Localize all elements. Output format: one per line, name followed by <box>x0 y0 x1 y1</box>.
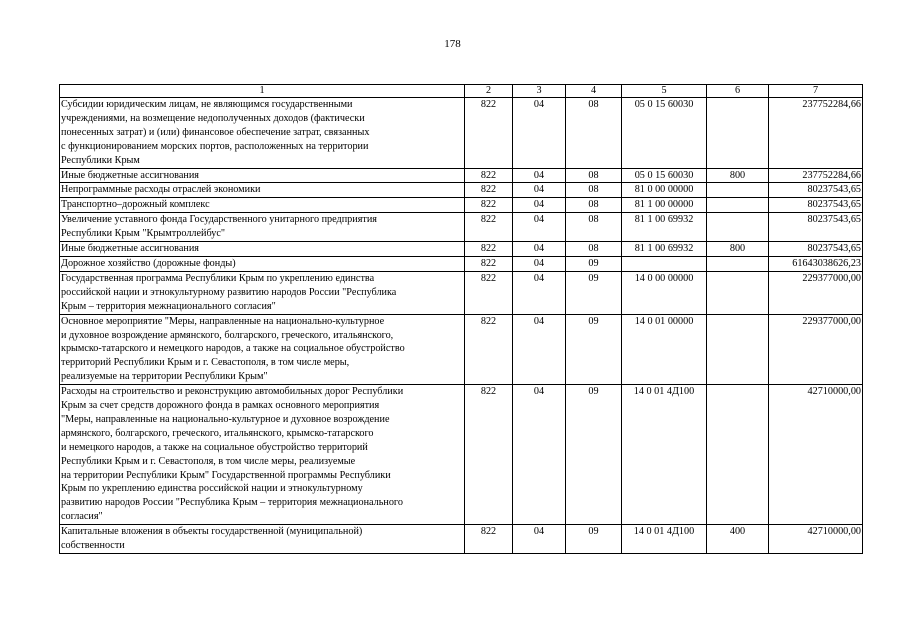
row-name <box>60 314 465 385</box>
row-name-line: Непрограммные расходы отраслей экономики <box>61 184 261 196</box>
table-body <box>60 98 863 554</box>
cell-amount: 80237543,65 <box>769 213 863 242</box>
row-name-line: Крым за счет средств дорожного фонда в рамках основного мероприятия <box>61 400 380 412</box>
row-name-line: крымско-татарского и немецкого народов, а также на социальное обустройство <box>61 343 405 355</box>
cell-target-article: 81 1 00 69932 <box>622 213 707 242</box>
table-row <box>60 168 863 183</box>
cell-amount: 80237543,65 <box>769 183 863 198</box>
cell-expense-type <box>707 271 769 314</box>
row-name-line: Основное мероприятие "Меры, направленные на национально-культурное <box>61 315 385 327</box>
row-name-line: Крым по укреплению единства российской нации и этнокультурному <box>61 483 363 495</box>
row-name-line: Государственная программа Республики Крым по укреплению единства <box>61 272 375 284</box>
row-name-line: и духовное возрождение армянского, болгарского, греческого, итальянского, <box>61 329 394 341</box>
row-name-line: и немецкого народов, а также на социальное обустройство территорий <box>61 441 368 453</box>
cell-subsection: 08 <box>566 98 622 169</box>
cell-target-article: 14 0 01 4Д100 <box>622 525 707 554</box>
cell-grbs: 822 <box>465 98 513 169</box>
cell-expense-type <box>707 256 769 271</box>
cell-subsection: 09 <box>566 256 622 271</box>
table-row <box>60 198 863 213</box>
row-name-line: Республики Крым <box>61 154 140 166</box>
cell-subsection: 08 <box>566 213 622 242</box>
cell-target-article: 81 1 00 00000 <box>622 198 707 213</box>
cell-subsection: 08 <box>566 168 622 183</box>
row-name-line: Увеличение уставного фонда Государственного унитарного предприятия <box>61 214 377 226</box>
cell-amount: 237752284,66 <box>769 168 863 183</box>
row-name <box>60 183 465 198</box>
cell-amount: 42710000,00 <box>769 525 863 554</box>
cell-section: 04 <box>513 256 566 271</box>
cell-target-article: 05 0 15 60030 <box>622 168 707 183</box>
page-number: 178 <box>444 38 461 50</box>
cell-target-article: 14 0 01 00000 <box>622 314 707 385</box>
cell-section: 04 <box>513 271 566 314</box>
cell-expense-type <box>707 314 769 385</box>
row-name-line: Республики Крым и г. Севастополя, в том числе меры, реализуемые <box>61 455 356 467</box>
row-name-line: реализуемые на территории Республики Крым" <box>61 371 268 383</box>
row-name-line: территорий Республики Крым и г. Севастополя, в том числе меры, <box>61 357 350 369</box>
cell-subsection: 09 <box>566 314 622 385</box>
table-row <box>60 271 863 314</box>
cell-amount: 229377000,00 <box>769 314 863 385</box>
cell-grbs: 822 <box>465 183 513 198</box>
table-row <box>60 385 863 525</box>
cell-target-article: 81 1 00 69932 <box>622 242 707 257</box>
cell-section: 04 <box>513 385 566 525</box>
cell-expense-type <box>707 198 769 213</box>
table-row <box>60 525 863 554</box>
cell-grbs: 822 <box>465 242 513 257</box>
cell-section: 04 <box>513 314 566 385</box>
row-name <box>60 213 465 242</box>
row-name-line: Республики Крым "Крымтроллейбус" <box>61 228 226 240</box>
table-row <box>60 183 863 198</box>
cell-amount: 42710000,00 <box>769 385 863 525</box>
row-name <box>60 168 465 183</box>
column-header: 5 <box>622 85 707 98</box>
column-number-row <box>60 85 863 98</box>
cell-subsection: 08 <box>566 242 622 257</box>
row-name <box>60 525 465 554</box>
cell-amount: 80237543,65 <box>769 242 863 257</box>
column-header: 3 <box>513 85 566 98</box>
cell-amount: 80237543,65 <box>769 198 863 213</box>
cell-section: 04 <box>513 525 566 554</box>
row-name-line: развитию народов России "Республика Крым – территория межнационального <box>61 497 403 509</box>
budget-table <box>59 84 863 554</box>
cell-target-article: 14 0 00 00000 <box>622 271 707 314</box>
row-name-line: согласия" <box>61 511 103 523</box>
cell-target-article <box>622 256 707 271</box>
table-row <box>60 98 863 169</box>
cell-expense-type: 800 <box>707 168 769 183</box>
row-name-line: Дорожное хозяйство (дорожные фонды) <box>61 257 236 269</box>
cell-expense-type: 800 <box>707 242 769 257</box>
row-name <box>60 98 465 169</box>
cell-grbs: 822 <box>465 256 513 271</box>
cell-section: 04 <box>513 242 566 257</box>
row-name-line: армянского, болгарского, греческого, итальянского, крымско-татарского <box>61 427 374 439</box>
cell-subsection: 08 <box>566 198 622 213</box>
table-row <box>60 242 863 257</box>
column-header: 2 <box>465 85 513 98</box>
cell-grbs: 822 <box>465 271 513 314</box>
row-name-line: учреждениями, на возмещение недополученных доходов (фактически <box>61 112 365 124</box>
row-name-line: Расходы на строительство и реконструкцию автомобильных дорог Республики <box>61 386 404 398</box>
cell-grbs: 822 <box>465 198 513 213</box>
row-name-line: "Меры, направленные на национально-культурное и духовное возрождение <box>61 413 390 425</box>
cell-target-article: 14 0 01 4Д100 <box>622 385 707 525</box>
cell-grbs: 822 <box>465 525 513 554</box>
row-name-line: собственности <box>61 540 125 552</box>
table-row <box>60 256 863 271</box>
cell-subsection: 08 <box>566 183 622 198</box>
cell-amount: 61643038626,23 <box>769 256 863 271</box>
column-header: 7 <box>769 85 863 98</box>
cell-subsection: 09 <box>566 525 622 554</box>
column-header: 4 <box>566 85 622 98</box>
column-header: 6 <box>707 85 769 98</box>
cell-expense-type <box>707 98 769 169</box>
row-name <box>60 198 465 213</box>
row-name-line: Иные бюджетные ассигнования <box>61 169 199 181</box>
row-name-line: понесенных затрат) и (или) финансовое обеспечение затрат, связанных <box>61 126 370 138</box>
column-header: 1 <box>60 85 465 98</box>
row-name <box>60 256 465 271</box>
cell-section: 04 <box>513 168 566 183</box>
cell-subsection: 09 <box>566 271 622 314</box>
row-name-line: Транспортно–дорожный комплекс <box>61 199 210 211</box>
row-name-line: российской нации и этнокультурному развитию народов России "Республика <box>61 286 397 298</box>
cell-grbs: 822 <box>465 385 513 525</box>
cell-grbs: 822 <box>465 213 513 242</box>
cell-target-article: 05 0 15 60030 <box>622 98 707 169</box>
cell-section: 04 <box>513 183 566 198</box>
row-name-line: Капитальные вложения в объекты государственной (муниципальной) <box>61 526 363 538</box>
cell-expense-type <box>707 385 769 525</box>
row-name <box>60 385 465 525</box>
cell-target-article: 81 0 00 00000 <box>622 183 707 198</box>
cell-section: 04 <box>513 198 566 213</box>
row-name-line: с функционированием морских портов, расположенных на территории <box>61 140 369 152</box>
cell-expense-type <box>707 183 769 198</box>
cell-expense-type: 400 <box>707 525 769 554</box>
cell-amount: 229377000,00 <box>769 271 863 314</box>
row-name <box>60 242 465 257</box>
cell-expense-type <box>707 213 769 242</box>
row-name-line: Субсидии юридическим лицам, не являющимся государственными <box>61 99 353 110</box>
cell-subsection: 09 <box>566 385 622 525</box>
row-name-line: Крым – территория межнационального согласия" <box>61 300 276 312</box>
row-name-line: Иные бюджетные ассигнования <box>61 243 199 255</box>
cell-amount: 237752284,66 <box>769 98 863 169</box>
cell-section: 04 <box>513 213 566 242</box>
cell-section: 04 <box>513 98 566 169</box>
cell-grbs: 822 <box>465 314 513 385</box>
table-row <box>60 213 863 242</box>
row-name-line: на территории Республики Крым" Государственной программы Республики <box>61 469 391 481</box>
cell-grbs: 822 <box>465 168 513 183</box>
table-row <box>60 314 863 385</box>
row-name <box>60 271 465 314</box>
